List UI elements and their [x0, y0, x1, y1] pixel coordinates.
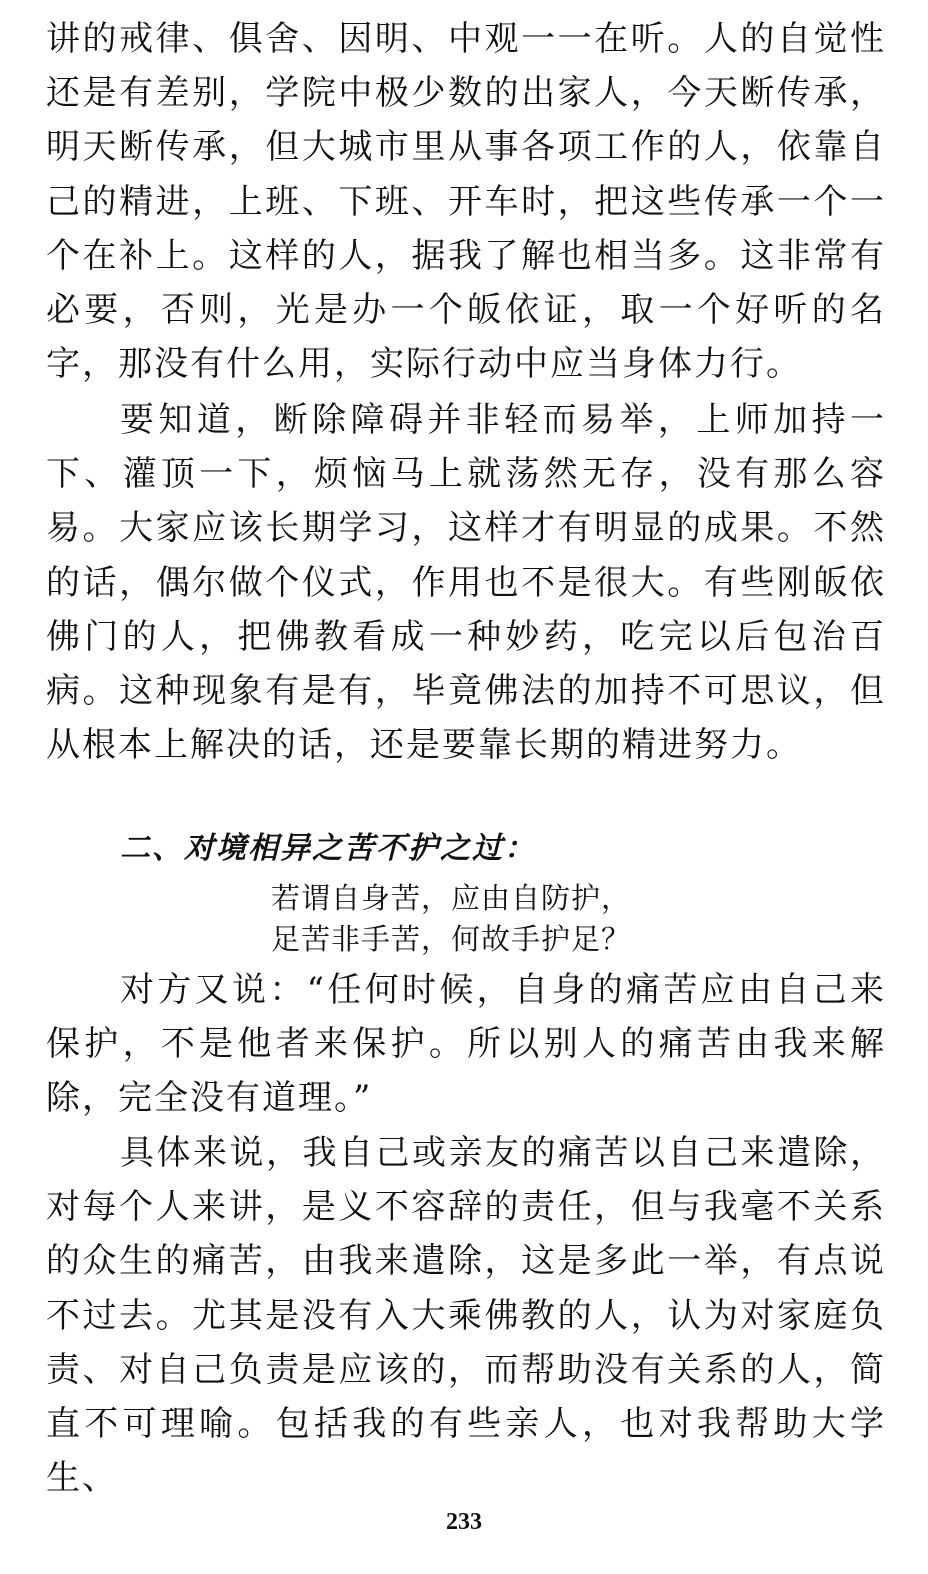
- body-paragraph-3: 对方又说：“任何时候，自身的痛苦应由自己来保护，不是他者来保护。所以别人的痛苦由我来解除，完全没有道理。”: [46, 970, 886, 1119]
- verse-line-2: 足苦非手苦，何故手护足？: [271, 922, 632, 956]
- body-paragraph-2: 要知道，断除障碍并非轻而易举，上师加持一下、灌顶一下，烦恼马上就荡然无存，没有那么容易。大家应该长期学习，这样才有明显的成果。不然的话，偶尔做个仪式，作用也不是很大。有些刚皈依佛门的人，把佛教看成一种妙药，吃完以后包治百病。这种现象有是有，毕竟佛法的加持不可思议，但从根本上解决的话，还是要靠长期的精进努力。: [46, 400, 886, 766]
- page-number: 233: [446, 1509, 482, 1535]
- body-paragraph-1: 讲的戒律、俱舍、因明、中观一一在听。人的自觉性还是有差别，学院中极少数的出家人，今天断传承，明天断传承，但大城市里从事各项工作的人，依靠自己的精进，上班、下班、开车时，把这些传承一个一个在补上。这样的人，据我了解也相当多。这非常有必要，否则，光是办一个皈依证，取一个好听的名字，那没有什么用，实际行动中应当身体力行。: [46, 19, 886, 385]
- body-paragraph-4: 具体来说，我自己或亲友的痛苦以自己来遣除，对每个人来讲，是义不容辞的责任，但与我毫不关系的众生的痛苦，由我来遣除，这是多此一举，有点说不过去。尤其是没有入大乘佛教的人，认为对家庭负责、对自己负责是应该的，而帮助没有关系的人，简直不可理喻。包括我的有些亲人，也对我帮助大学生、: [46, 1133, 886, 1499]
- verse-line-1: 若谓自身苦，应由自防护，: [271, 881, 632, 915]
- section-heading: 二、对境相异之苦不护之过：: [120, 831, 536, 866]
